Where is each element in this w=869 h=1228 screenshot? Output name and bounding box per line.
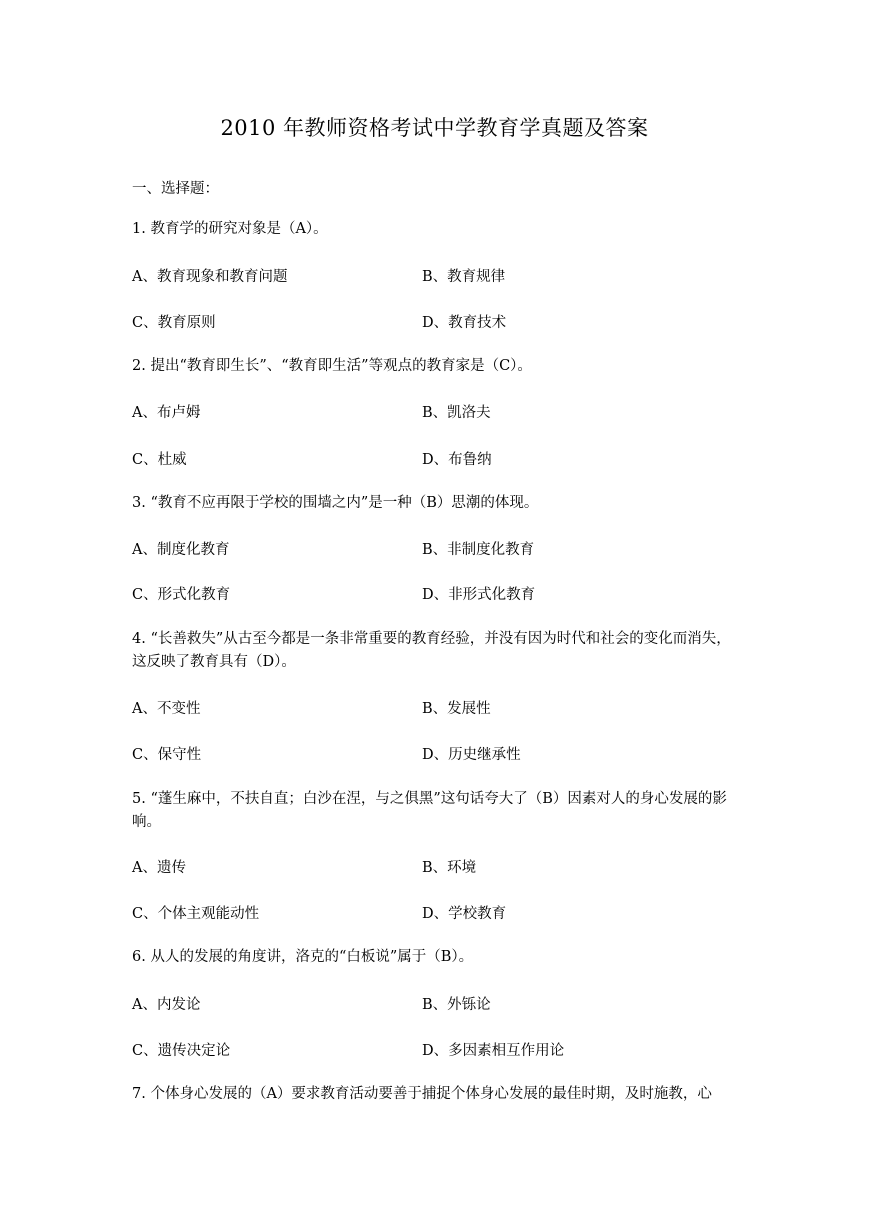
question-2-option-c: C、杜威 (132, 452, 187, 468)
question-4-option-d: D、历史继承性 (422, 747, 521, 763)
question-2-option-d: D、布鲁纳 (422, 452, 492, 468)
section-heading: 一、选择题： (132, 181, 219, 197)
question-1-stem: 1. 教育学的研究对象是（A）。 (132, 221, 328, 237)
question-6-option-a: A、内发论 (132, 997, 201, 1013)
question-3-option-c: C、形式化教育 (132, 587, 231, 603)
question-2-stem: 2. 提出“教育即生长”、“教育即生活”等观点的教育家是（C）。 (132, 358, 532, 374)
question-4-stem: 4. “长善救失”从古至今都是一条非常重要的教育经验，并没有因为时代和社会的变化而消失，这反映了教育具有（D）。 (132, 631, 731, 670)
question-1-option-d: D、教育技术 (422, 315, 507, 331)
question-1-option-c: C、教育原则 (132, 315, 216, 331)
question-5-option-a: A、遗传 (132, 860, 186, 876)
question-5-option-c: C、个体主观能动性 (132, 906, 260, 922)
question-6-stem: 6. 从人的发展的角度讲，洛克的“白板说”属于（B）。 (132, 949, 474, 965)
question-6-option-c: C、遗传决定论 (132, 1043, 231, 1059)
question-3-option-d: D、非形式化教育 (422, 587, 536, 603)
question-1-option-a: A、教育现象和教育问题 (132, 269, 288, 285)
question-5-option-b: B、环境 (422, 860, 477, 876)
question-5-option-d: D、学校教育 (422, 906, 507, 922)
page-title: 2010 年教师资格考试中学教育学真题及答案 (220, 116, 649, 140)
question-3-stem: 3. “教育不应再限于学校的围墙之内”是一种（B）思潮的体现。 (132, 495, 539, 511)
question-3-option-a: A、制度化教育 (132, 542, 230, 558)
question-7-stem: 7. 个体身心发展的（A）要求教育活动要善于捕捉个体身心发展的最佳时期，及时施教，心 (132, 1086, 712, 1102)
question-4-option-c: C、保守性 (132, 747, 202, 763)
question-3-option-b: B、非制度化教育 (422, 542, 535, 558)
question-4-option-b: B、发展性 (422, 701, 491, 717)
question-1-option-b: B、教育规律 (422, 269, 506, 285)
question-6-option-d: D、多因素相互作用论 (422, 1043, 565, 1059)
question-2-option-a: A、布卢姆 (132, 405, 201, 421)
question-2-option-b: B、凯洛夫 (422, 405, 491, 421)
question-5-stem: 5. “蓬生麻中，不扶自直；白沙在涅，与之俱黑”这句话夸大了（B）因素对人的身心发展的影响。 (132, 791, 727, 830)
question-4-option-a: A、不变性 (132, 701, 201, 717)
question-6-option-b: B、外铄论 (422, 997, 491, 1013)
